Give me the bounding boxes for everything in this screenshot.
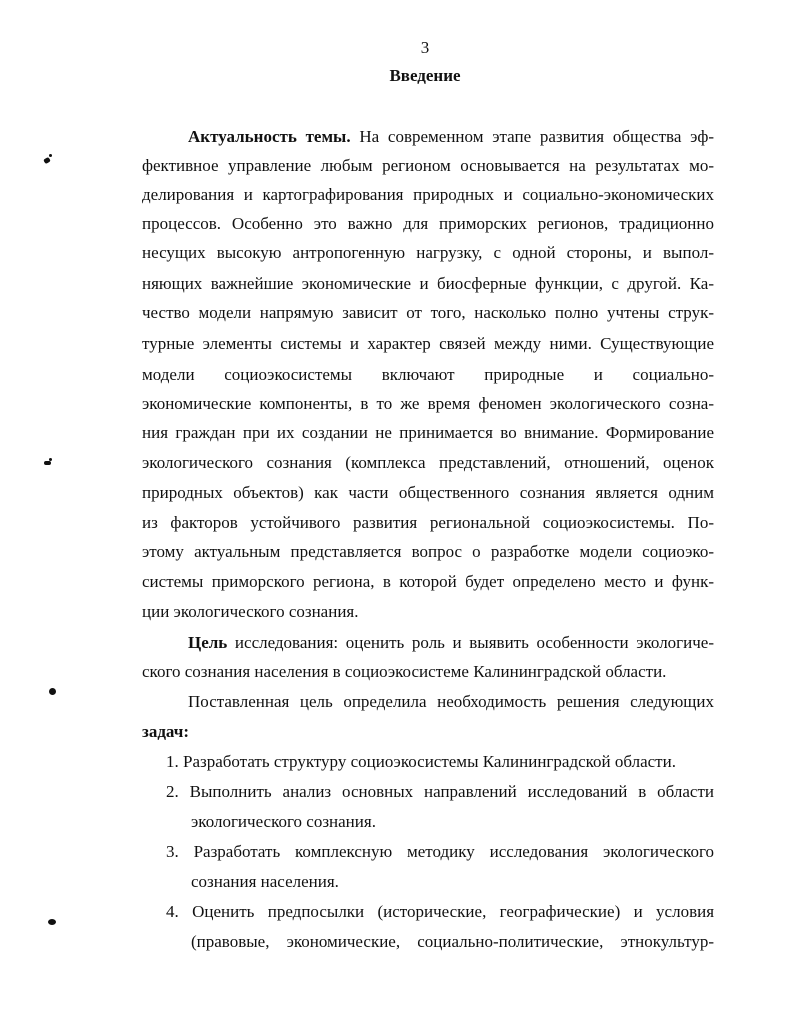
paragraph-line: Актуальность темы. На современном этапе развития общества эф- xyxy=(188,127,714,146)
paragraph-line xyxy=(142,721,714,743)
scan-speck xyxy=(49,688,56,695)
scan-speck xyxy=(44,461,51,465)
paragraph-line: модели социоэкосистемы включают природные и социально- xyxy=(142,365,714,384)
list-item-continuation: (правовые, экономические, социально-политические, этнокультур- xyxy=(191,932,714,951)
paragraph-line: этому актуальным представляется вопрос о разработке модели социоэко- xyxy=(142,542,714,561)
list-item: 2. Выполнить анализ основных направлений исследований в области xyxy=(166,782,714,801)
list-item-continuation: сознания населения. xyxy=(191,872,339,891)
paragraph-line: няющих важнейшие экономические и биосферные функции, с другой. Ка- xyxy=(142,274,714,293)
list-item: 3. Разработать комплексную методику исследования экологического xyxy=(166,842,714,861)
tasks-label: задач: xyxy=(142,722,189,741)
paragraph-line: экологического сознания (комплекса представлений, отношений, оценок xyxy=(142,453,714,472)
scan-speck xyxy=(43,157,51,164)
paragraph-line: Поставленная цель определила необходимость решения следующих xyxy=(188,692,714,711)
paragraph-lead-bold: Актуальность темы. xyxy=(188,127,351,146)
paragraph-line: ского сознания населения в социоэкосистеме Калининградской области. xyxy=(142,662,667,681)
list-item-number: 1. xyxy=(166,752,179,771)
scan-speck xyxy=(49,154,52,157)
page-number: 3 xyxy=(420,38,430,57)
paragraph-line: процессов. Особенно это важно для приморских регионов, традиционно xyxy=(142,214,714,233)
paragraph-line: ции экологического сознания. xyxy=(142,602,359,621)
list-item-number: 3. xyxy=(166,842,179,861)
paragraph-line: системы приморского региона, в которой будет определено место и функ- xyxy=(142,572,714,591)
list-item-number: 2. xyxy=(166,782,179,801)
paragraph-line: экономические компоненты, в то же время феномен экологического созна- xyxy=(142,394,714,413)
paragraph-line: Цель исследования: оценить роль и выявить особенности экологиче- xyxy=(188,633,714,652)
list-item: 4. Оценить предпосылки (исторические, географические) и условия xyxy=(166,902,715,921)
paragraph-lead-bold: Цель xyxy=(188,633,228,652)
list-item: 1. Разработать структуру социоэкосистемы Калининградской области. xyxy=(166,752,676,771)
scan-speck xyxy=(48,919,56,925)
paragraph-line: фективное управление любым регионом основывается на результатах мо- xyxy=(142,156,714,175)
paragraph-line: несущих высокую антропогенную нагрузку, с одной стороны, и выпол- xyxy=(142,243,714,262)
paragraph-line: ния граждан при их создании не принимается во внимание. Формирование xyxy=(142,423,714,442)
paragraph-line: турные элементы системы и характер связей между ними. Существующие xyxy=(142,334,714,353)
paragraph-line: чество модели напрямую зависит от того, насколько полно учтены струк- xyxy=(142,303,714,322)
paragraph-line: природных объектов) как части общественного сознания является одним xyxy=(142,483,714,502)
list-item-number: 4. xyxy=(166,902,179,921)
scan-speck xyxy=(49,458,52,461)
list-item-continuation: экологического сознания. xyxy=(191,812,376,831)
paragraph-line: делирования и картографирования природных и социально-экономических xyxy=(142,185,714,204)
paragraph-line: из факторов устойчивого развития региональной социоэкосистемы. По- xyxy=(142,513,714,532)
section-heading: Введение xyxy=(389,66,461,85)
